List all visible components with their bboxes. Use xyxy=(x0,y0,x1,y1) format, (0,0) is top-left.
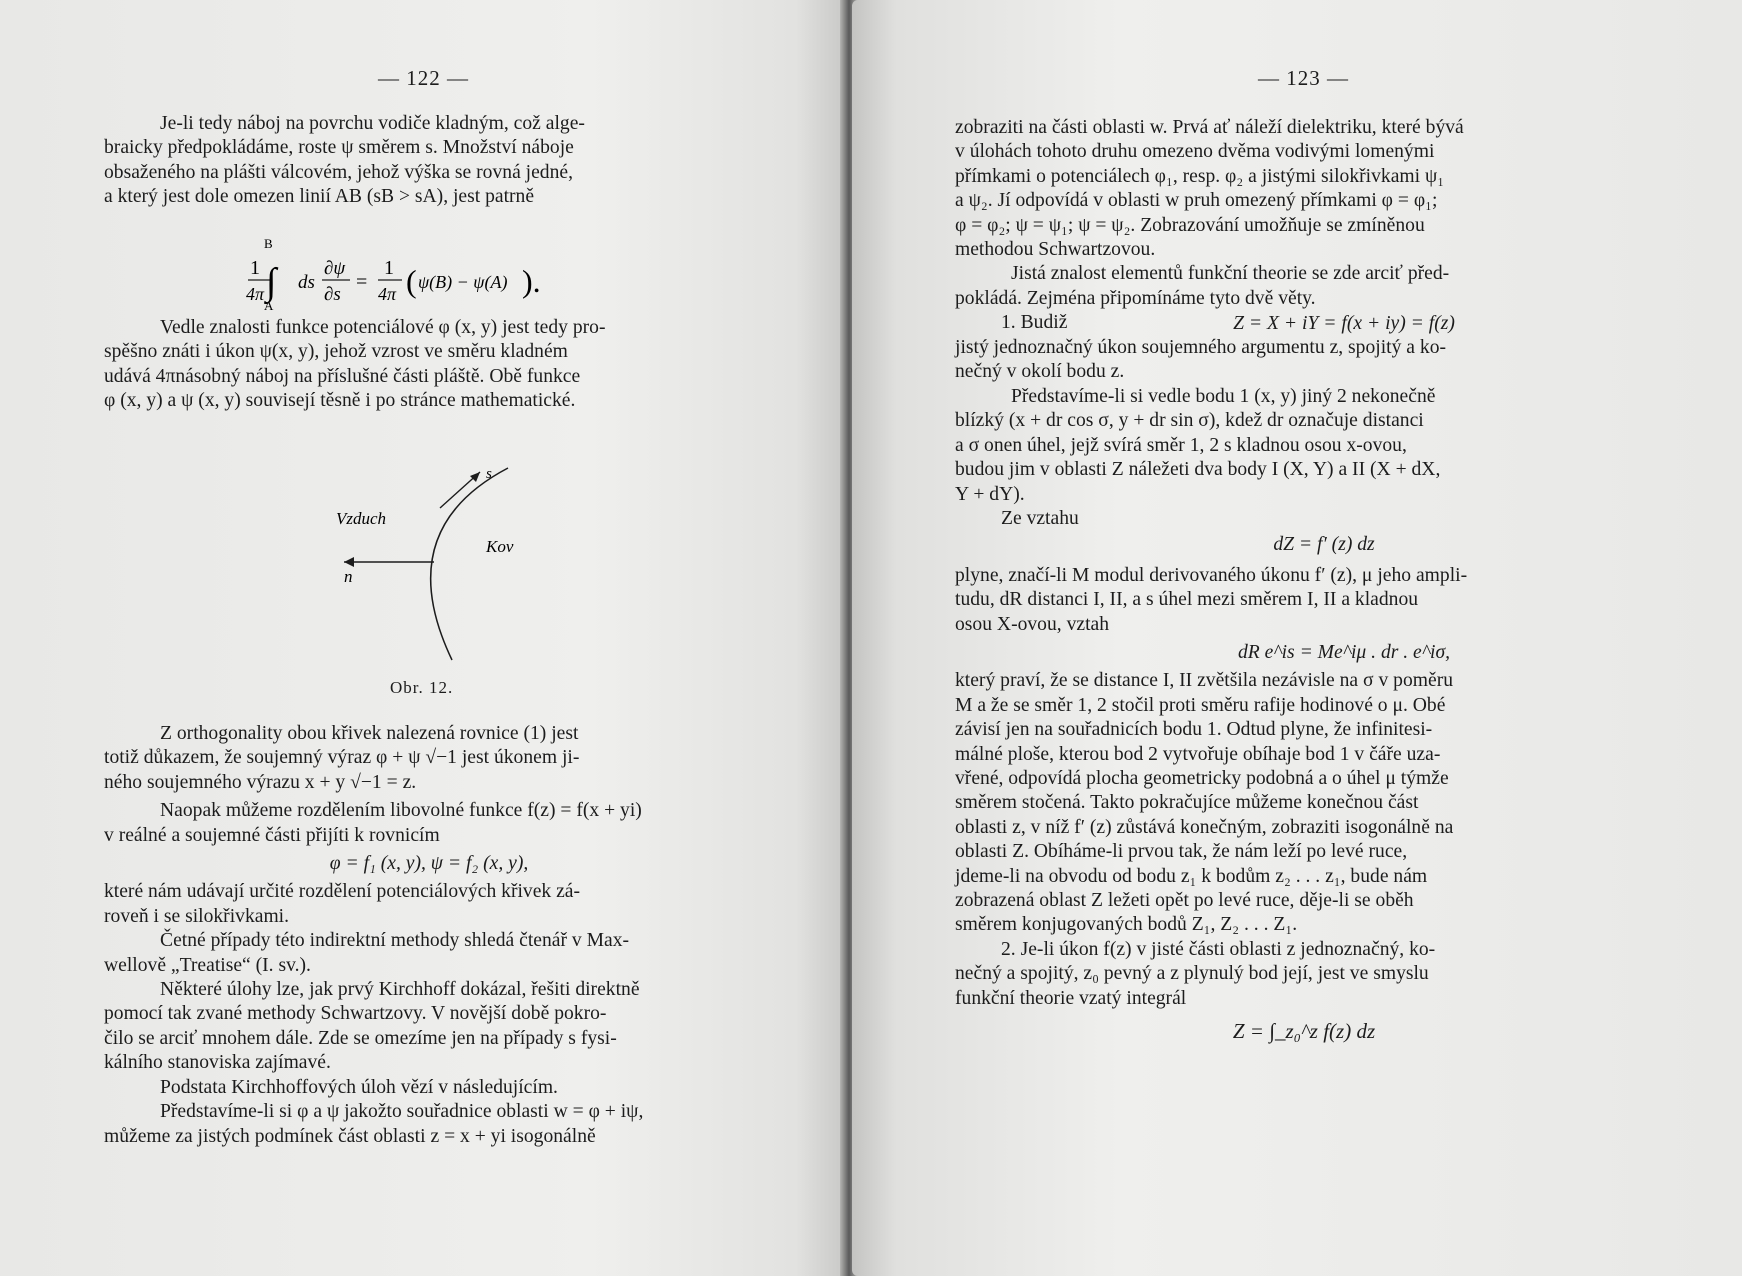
text-line: jdeme-li na obvodu od bodu z₁ k bodům z₂ . . . z₁, bude nám xyxy=(955,865,1428,887)
text-line: a σ onen úhel, jejž svírá směr 1, 2 s kladnou osou x-ovou, xyxy=(955,434,1407,456)
svg-text:1: 1 xyxy=(384,257,394,279)
svg-text:∫: ∫ xyxy=(266,261,277,303)
text-line: φ (x, y) a ψ (x, y) souvisejí těsně i po stránce mathematické. xyxy=(104,390,576,412)
text-line: zobraziti na části oblasti w. Prvá ať náleží dielektriku, které bývá xyxy=(955,117,1464,138)
text-line: vřené, odpovídá plocha geometricky podobná a o úhel μ týmže xyxy=(955,767,1449,789)
text-line: a který jest dole omezen linií AB (sB > sA), jest patrně xyxy=(104,186,535,208)
svg-text:∂s: ∂s xyxy=(324,284,341,305)
conductor-boundary xyxy=(431,468,508,660)
text-line: 2. Je-li úkon f(z) v jisté části oblasti z jednoznačný, ko- xyxy=(1001,938,1436,960)
text-line: osou X-ovou, vztah xyxy=(955,613,1110,635)
text-line: roveň i se silokřivkami. xyxy=(104,905,290,927)
paragraph-potential xyxy=(104,316,754,414)
text-line: nečný v okolí bodu z. xyxy=(955,361,1125,383)
text-line: ného soujemného výrazu x + y √−1 = z. xyxy=(104,771,417,793)
paragraph-orthogonality xyxy=(104,722,754,1149)
text-line: tudu, dR distanci I, II, a s úhel mezi směrem I, II a kladnou xyxy=(955,589,1419,611)
text-line: pokládá. Zejména připomínáme tyto dvě věty. xyxy=(955,287,1316,309)
text-line: plyne, značí-li M modul derivovaného úkonu f′ (z), μ jeho ampli- xyxy=(955,564,1468,586)
formula-mapping: Z = X + iY = f(x + iy) = f(z) xyxy=(1233,312,1455,334)
formula-derivative: dZ = f′ (z) dz xyxy=(1273,534,1375,556)
label-metal: Kov xyxy=(486,537,514,556)
text-line: M a že se směr 1, 2 stočil proti směru rafije hodinové o μ. Obé xyxy=(955,694,1446,716)
text-line: braicky předpokládáme, roste ψ směrem s. Množství náboje xyxy=(104,137,574,159)
text-line: které nám udávají určité rozdělení potenciálových křivek zá- xyxy=(104,881,581,903)
formula-f1-f2: φ = f₁ (x, y), ψ = f₂ (x, y), xyxy=(329,853,529,875)
text-line: který praví, že se distance I, II zvětšila nezávisle na σ v poměru xyxy=(955,670,1454,692)
text-line: blízký (x + dr cos σ, y + dr sin σ), kdež dr označuje distanci xyxy=(955,410,1424,432)
text-line: zobrazená oblast Z ležeti opět po levé ruce, děje-li se oběh xyxy=(955,890,1414,911)
label-s: s xyxy=(486,466,492,482)
figure-12 xyxy=(330,460,540,670)
text-line: nečný a spojitý, z₀ pevný a z plynulý bod její, jest ve smyslu xyxy=(955,963,1429,985)
paragraph-intro xyxy=(104,112,754,210)
text-line: můžeme za jistých podmínek část oblasti z = x + yi isogonálně xyxy=(104,1125,596,1147)
svg-text:).: ). xyxy=(522,263,541,299)
text-line: Je-li tedy náboj na povrchu vodiče kladným, což alge- xyxy=(160,113,585,134)
svg-text:ψ(B) − ψ(A): ψ(B) − ψ(A) xyxy=(418,272,508,292)
svg-text:(: ( xyxy=(406,263,417,299)
svg-text:=: = xyxy=(356,271,368,293)
text-line: směrem stočená. Takto pokračujíce můžeme konečnou část xyxy=(955,792,1419,814)
text-line: Některé úlohy lze, jak prvý Kirchhoff dokázal, řešiti direktně xyxy=(160,979,640,1001)
text-line: čilo se arciť mnohem dále. Zde se omezíme jen na případy s fysi- xyxy=(104,1027,617,1049)
svg-text:4π: 4π xyxy=(378,284,397,304)
figure-caption: Obr. 12. xyxy=(390,678,454,697)
text-line: obsaženého na plášti válcovém, jehož výška se rovná jedné, xyxy=(104,161,573,183)
text-line: pomocí tak zvané methody Schwartzovy. V novější době pokro- xyxy=(104,1003,607,1025)
item-1-label: 1. Budiž xyxy=(1001,312,1068,334)
right-page xyxy=(852,0,1742,1276)
text-line: funkční theorie vzatý integrál xyxy=(955,987,1187,1009)
formula-charge-integral xyxy=(246,234,580,313)
text-line: a ψ₂. Jí odpovídá v oblasti w pruh omezený přímkami φ = φ₁; xyxy=(955,190,1438,212)
page-number: — 122 — xyxy=(378,66,469,90)
text-line: totiž důkazem, že soujemný výraz φ + ψ √−1 jest úkonem ji- xyxy=(104,747,580,769)
text-line: methodou Schwartzovou. xyxy=(955,239,1156,261)
text-line: kálního stanoviska zajímavé. xyxy=(104,1052,331,1074)
label-n: n xyxy=(344,567,353,586)
text-line: budou jim v oblasti Z náležeti dva body I (X, Y) a II (X + dX, xyxy=(955,459,1441,481)
text-line: v úlohách tohoto druhu omezeno dvěma vodivými lomenými xyxy=(955,141,1435,163)
text-line: Podstata Kirchhoffových úloh vězí v následujícím. xyxy=(160,1076,558,1098)
text-line: φ = φ₂; ψ = ψ₁; ψ = ψ₂. Zobrazování umožňuje se zmíněnou xyxy=(955,214,1425,236)
svg-text:ds: ds xyxy=(298,272,315,293)
text-line: Představíme-li si vedle bodu 1 (x, y) jiný 2 nekonečně xyxy=(1011,385,1436,407)
text-line: v reálné a soujemné části přijíti k rovnicím xyxy=(104,824,440,846)
text-line: Jistá znalost elementů funkční theorie se zde arciť před- xyxy=(1011,263,1450,285)
text-line: Y + dY). xyxy=(955,483,1025,505)
text-line: wellově „Treatise“ (I. sv.). xyxy=(104,954,311,976)
text-line: oblasti Z. Obíháme-li prvou tak, že nám leží po levé ruce, xyxy=(955,841,1408,863)
text-line: oblasti z, v níž f′ (z) zůstává konečným, zobraziti isogonálně na xyxy=(955,816,1454,838)
text-line: závisí jen na souřadnicích bodu 1. Odtud plyne, že infinitesi- xyxy=(955,719,1433,741)
left-page xyxy=(0,0,846,1276)
label-air: Vzduch xyxy=(336,509,387,528)
svg-text:A: A xyxy=(264,298,274,313)
text-line: udává 4πnásobný náboj na příslušné části pláště. Obě funkce xyxy=(104,365,581,387)
formula-exponential: dR e^is = Me^iμ . dr . e^iσ, xyxy=(1237,641,1451,663)
text-line: jistý jednoznačný úkon soujemného argumentu z, spojitý a ko- xyxy=(955,337,1447,359)
page-number: — 123 — xyxy=(1258,66,1349,90)
text-line: směrem konjugovaných bodů Z₁, Z₂ . . . Z₁. xyxy=(955,914,1298,936)
formula-integral: Z = ∫_z₀^z f(z) dz xyxy=(1232,1019,1376,1044)
text-line: spěšno znáti i úkon ψ(x, y), jehož vzrost ve směru kladném xyxy=(104,341,568,363)
text-line: přímkami o potenciálech φ₁, resp. φ₂ a jistými silokřivkami ψ₁ xyxy=(955,165,1445,187)
text-line: Naopak můžeme rozdělením libovolné funkce f(z) = f(x + yi) xyxy=(160,800,642,822)
svg-text:1: 1 xyxy=(250,257,260,279)
text-line: Z orthogonality obou křivek nalezená rovnice (1) jest xyxy=(160,723,579,744)
text-line: Četné případy této indirektní methody shledá čtenář v Max- xyxy=(160,930,630,952)
text-line: málné ploše, kterou bod 2 vytvořuje obíhaje bod 1 v čáře uza- xyxy=(955,743,1441,765)
text-line: Vedle znalosti funkce potenciálové φ (x, y) jest tedy pro- xyxy=(160,317,606,338)
text-line: Představíme-li si φ a ψ jakožto souřadnice oblasti w = φ + iψ, xyxy=(160,1101,644,1123)
right-text-column xyxy=(955,116,1613,1043)
text-line: Ze vztahu xyxy=(1001,507,1079,529)
svg-text:B: B xyxy=(264,236,273,251)
svg-text:4π: 4π xyxy=(246,284,265,304)
svg-text:∂ψ: ∂ψ xyxy=(324,258,346,279)
